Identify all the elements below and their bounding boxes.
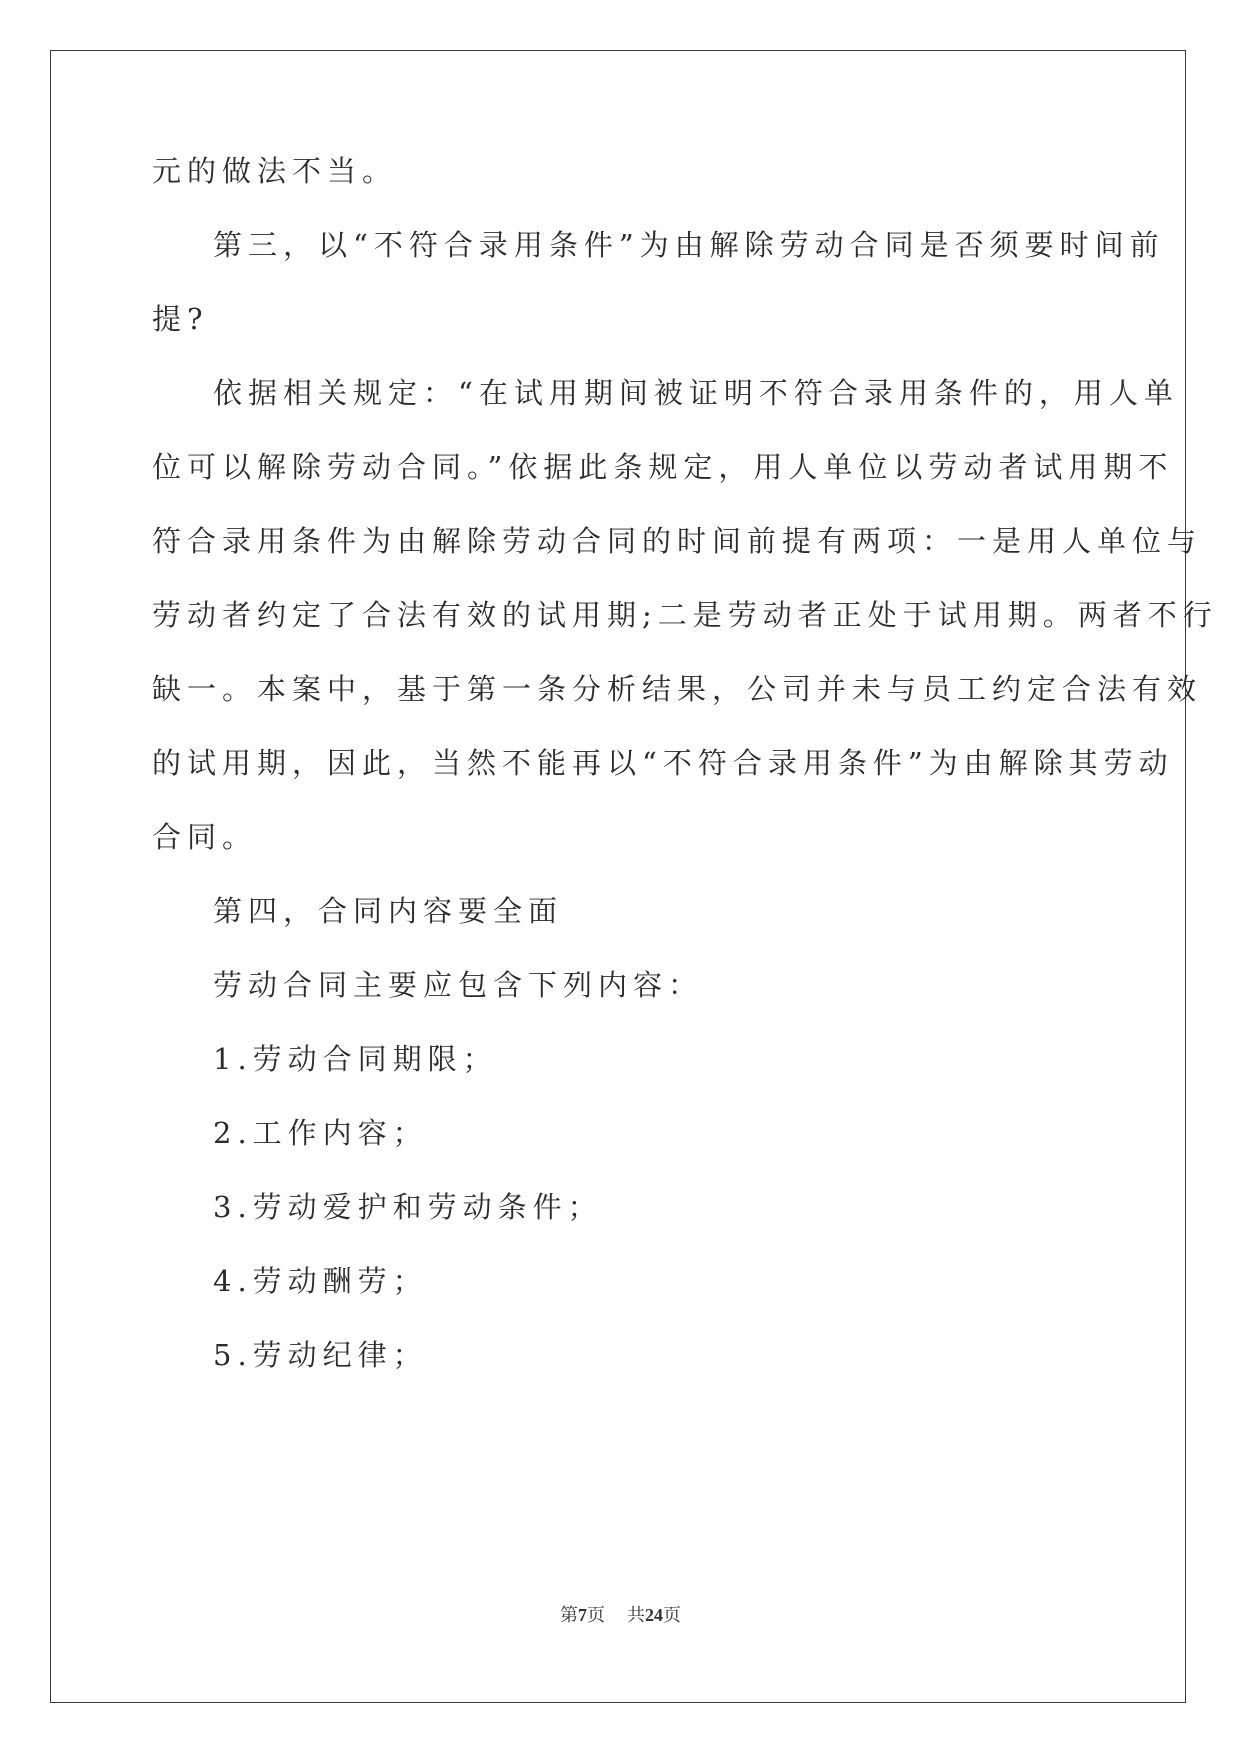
total-page-count: 24 xyxy=(645,1605,663,1625)
list-item: 4.劳动酬劳； xyxy=(213,1264,428,1298)
total-prefix: 共 xyxy=(627,1605,645,1625)
page-suffix: 页 xyxy=(587,1605,605,1625)
paragraph-line: 劳动者约定了合法有效的试用期;二是劳动者正处于试用期。两者不行 xyxy=(152,598,1218,632)
list-item: 1.劳动合同期限； xyxy=(213,1042,498,1076)
list-item: 3.劳动爱护和劳动条件； xyxy=(213,1190,603,1224)
page-prefix: 第 xyxy=(560,1605,578,1625)
paragraph-line: 的试用期，因此，当然不能再以“不符合录用条件”为由解除其劳动 xyxy=(152,746,1174,780)
paragraph-line: 缺一。本案中，基于第一条分析结果，公司并未与员工约定合法有效 xyxy=(152,672,1203,706)
page-border xyxy=(50,50,1186,1703)
paragraph-line: 元的做法不当。 xyxy=(152,154,398,188)
list-item: 5.劳动纪律； xyxy=(213,1338,428,1372)
paragraph-line: 第三，以“不符合录用条件”为由解除劳动合同是否须要时间前 xyxy=(213,228,1165,262)
paragraph-line: 提? xyxy=(152,302,209,336)
page-footer xyxy=(0,1603,1241,1627)
paragraph-line: 符合录用条件为由解除劳动合同的时间前提有两项：一是用人单位与 xyxy=(152,524,1203,558)
current-page-number: 7 xyxy=(578,1605,587,1625)
list-item: 2.工作内容； xyxy=(213,1116,428,1150)
paragraph-line: 位可以解除劳动合同。”依据此条规定，用人单位以劳动者试用期不 xyxy=(152,450,1174,484)
paragraph-line: 合同。 xyxy=(152,820,258,854)
paragraph-line: 依据相关规定：“在试用期间被证明不符合录用条件的，用人单 xyxy=(213,376,1179,410)
paragraph-line: 劳动合同主要应包含下列内容： xyxy=(213,968,704,1002)
section-heading: 第四，合同内容要全面 xyxy=(213,894,564,928)
total-suffix: 页 xyxy=(663,1605,681,1625)
